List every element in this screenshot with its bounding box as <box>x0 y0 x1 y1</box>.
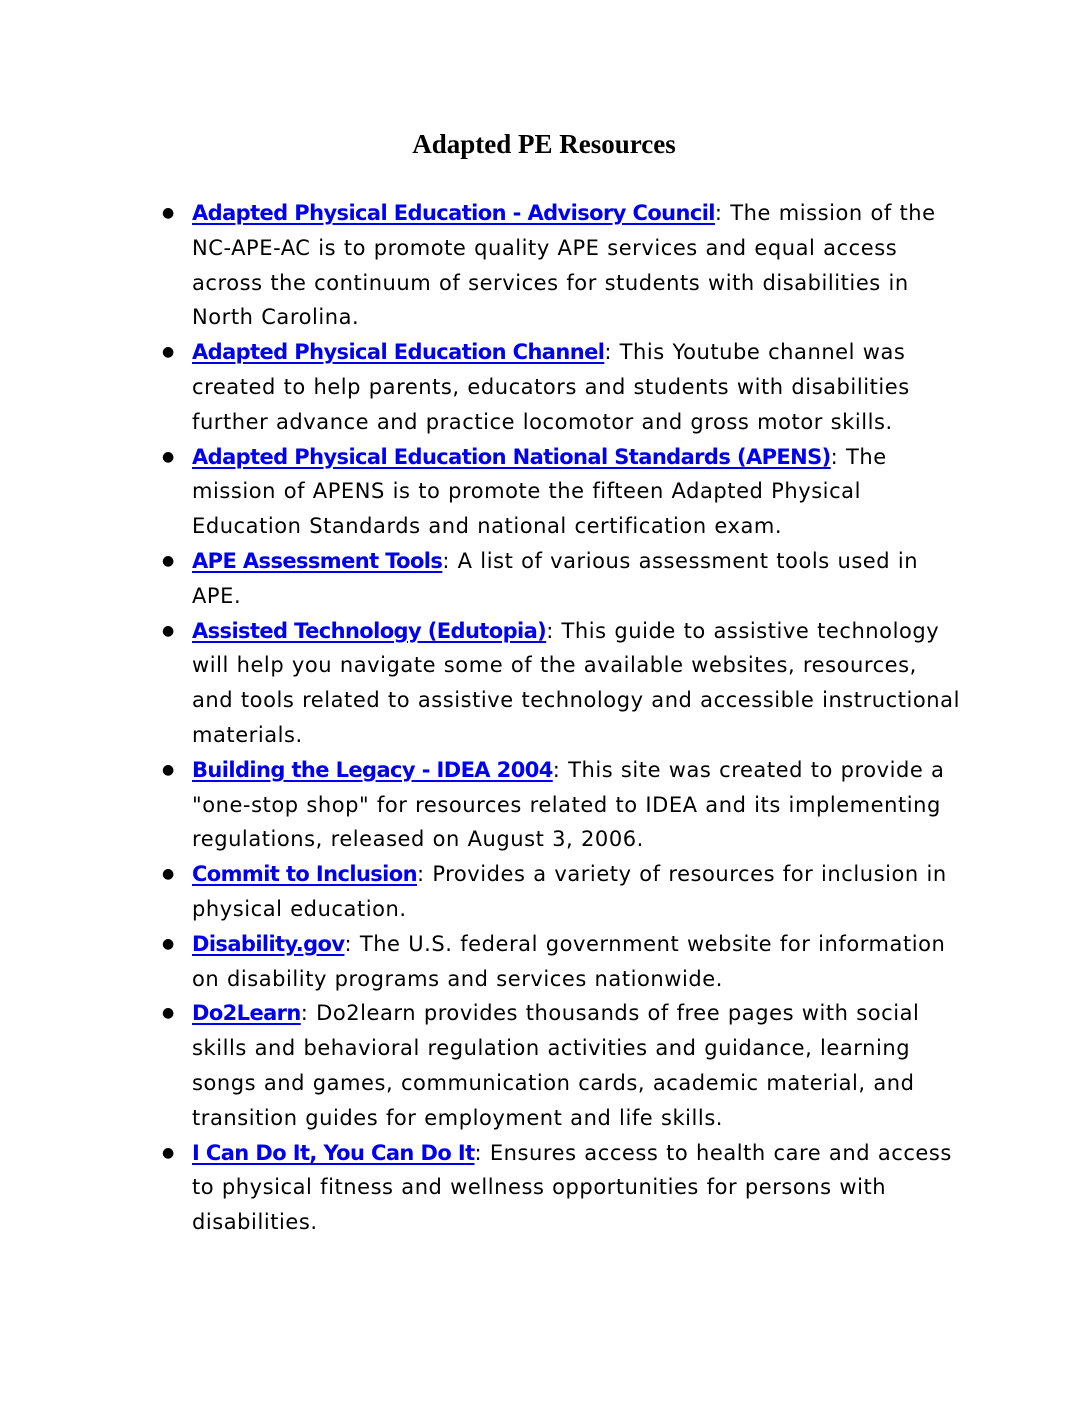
resource-item-commit-to-inclusion <box>162 857 962 927</box>
bullet-icon: ● <box>162 866 175 883</box>
bullet-icon: ● <box>162 622 175 639</box>
resource-link-ape-channel[interactable]: Adapted Physical Education Channel <box>192 340 605 365</box>
resource-link-i-can-do-it[interactable]: I Can Do It, You Can Do It <box>192 1140 475 1165</box>
bullet-icon: ● <box>162 205 175 221</box>
bullet-icon: ● <box>162 448 175 465</box>
resource-description: : This site was created to provide a "one-stop shop" for resources related to IDEA and its implementing regulations, released on August 3, 2006. <box>192 757 945 852</box>
resource-item-edutopia <box>162 614 962 753</box>
resource-item-i-can-do-it <box>162 1136 962 1240</box>
resource-item-do2learn <box>162 996 962 1135</box>
resource-description: : The mission of the NC-APE-AC is to promote quality APE services and equal access across the continuum of services for students with disabilities in North Carolina. <box>192 201 936 330</box>
resource-link-commit-to-inclusion[interactable]: Commit to Inclusion <box>192 862 417 887</box>
resource-item-assessment-tools <box>162 544 962 614</box>
resource-item-apens <box>162 440 962 544</box>
page-title: Adapted PE Resources <box>412 129 676 159</box>
resource-description: : Do2learn provides thousands of free pages with social skills and behavioral regulation activities and guidance, learning songs and games, communication cards, academic material, and transition guides for employment and life skills. <box>192 1001 920 1130</box>
bullet-icon: ● <box>162 935 175 952</box>
resource-item-idea-2004 <box>162 753 962 857</box>
resource-description: : This Youtube channel was created to help parents, educators and students with disabilities further advance and practice locomotor and gross motor skills. <box>192 340 910 434</box>
resource-item-ape-channel <box>162 335 962 439</box>
resource-description: : Provides a variety of resources for inclusion in physical education. <box>192 862 947 921</box>
resource-description: : The mission of APENS is to promote the fifteen Adapted Physical Education Standards and national certification exam. <box>192 444 887 539</box>
resource-item-disability-gov <box>162 927 962 997</box>
resource-link-advisory-council[interactable]: Adapted Physical Education - Advisory Council <box>192 201 715 225</box>
resource-description: : Ensures access to health care and access to physical fitness and wellness opportunities for persons with disabilities. <box>192 1140 952 1235</box>
resource-link-apens[interactable]: Adapted Physical Education National Standards (APENS) <box>192 444 831 469</box>
resource-description: : The U.S. federal government website for information on disability programs and services nationwide. <box>192 931 946 991</box>
bullet-icon: ● <box>162 344 175 361</box>
resource-link-disability-gov[interactable]: Disability.gov <box>192 931 345 956</box>
resource-link-assessment-tools[interactable]: APE Assessment Tools <box>192 548 443 573</box>
bullet-icon: ● <box>162 761 175 778</box>
bullet-icon: ● <box>162 1144 175 1161</box>
resource-link-edutopia[interactable]: Assisted Technology (Edutopia) <box>192 618 547 643</box>
bullet-icon: ● <box>162 1005 175 1022</box>
resource-link-idea-2004[interactable]: Building the Legacy - IDEA 2004 <box>192 757 553 782</box>
resource-link-do2learn[interactable]: Do2Learn <box>192 1001 301 1026</box>
resource-description: : A list of various assessment tools used in APE. <box>192 548 919 608</box>
bullet-icon: ● <box>162 552 175 569</box>
resource-description: : This guide to assistive technology will help you navigate some of the available websites, resources, and tools related to assistive technology and accessible instructional materials. <box>192 618 960 747</box>
resource-list <box>162 196 962 1240</box>
resource-item-advisory-council <box>162 196 962 335</box>
